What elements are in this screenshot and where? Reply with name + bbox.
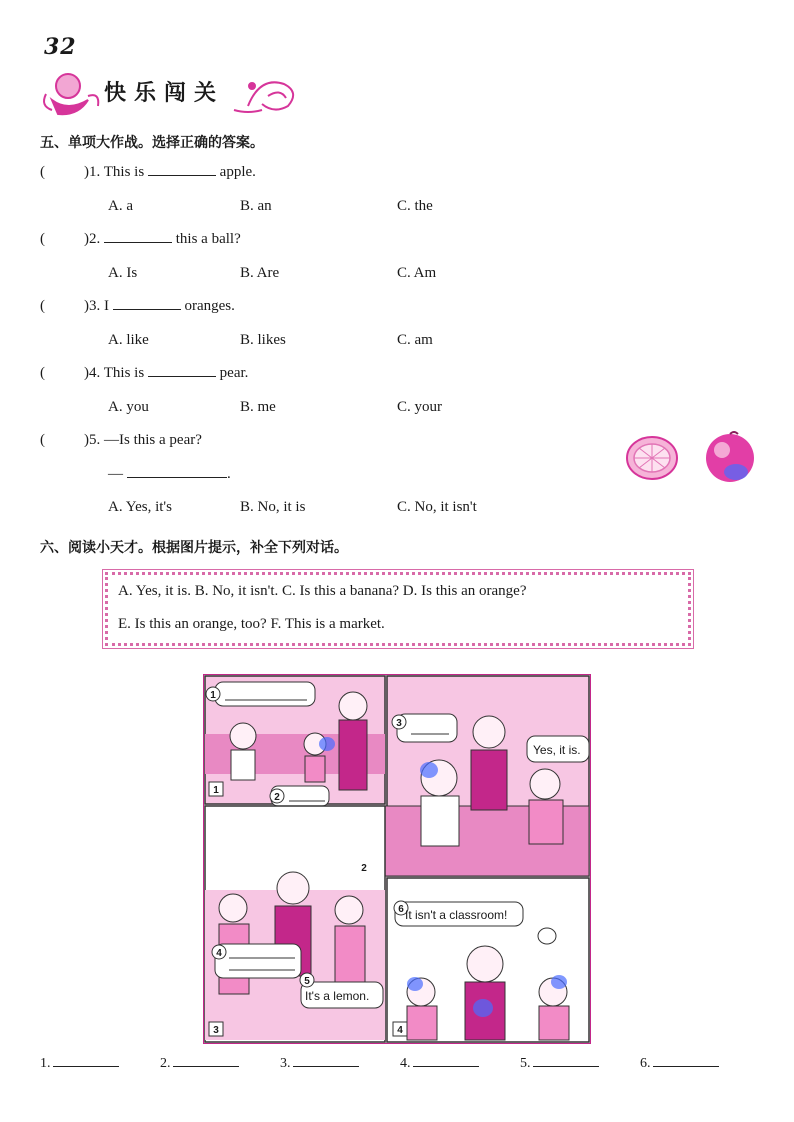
- bubble-number: 2: [274, 792, 280, 803]
- answer-blank[interactable]: [173, 1065, 239, 1067]
- answer-number: 4.: [400, 1056, 411, 1071]
- option-c[interactable]: C. am: [397, 332, 433, 348]
- bubble-number: 5: [304, 976, 310, 987]
- dash: —: [108, 466, 123, 482]
- question-number: )2.: [84, 231, 101, 247]
- question-text: oranges.: [184, 298, 235, 314]
- banner-title: 快乐闯关: [104, 81, 225, 106]
- question-text: —Is this a pear?: [104, 432, 202, 448]
- q5-reply-line: [108, 466, 231, 483]
- panel-number: 4: [397, 1025, 403, 1036]
- section6-title: 六、阅读小天才。根据图片提示，补全下列对话。: [40, 540, 348, 556]
- answer-blank[interactable]: [413, 1065, 479, 1067]
- bubble-number: 1: [210, 690, 216, 701]
- answer-number: 1.: [40, 1056, 51, 1071]
- question-text: apple.: [219, 164, 256, 180]
- option-b[interactable]: B. Are: [240, 265, 280, 281]
- fruit-illustration: [624, 430, 760, 494]
- option-a[interactable]: A. you: [108, 399, 149, 415]
- page-number: 32: [44, 34, 77, 60]
- orange-half-icon: [627, 437, 677, 479]
- question-1: [0, 164, 794, 186]
- choices-line-2: E. Is this an orange, too? F. This is a market.: [118, 616, 385, 632]
- question-text: pear.: [219, 365, 249, 381]
- section5-title: 五、单项大作战。选择正确的答案。: [40, 135, 264, 151]
- answer-4: [400, 1056, 479, 1072]
- question-text: this a ball?: [175, 231, 241, 247]
- question-3: [0, 298, 794, 320]
- answer-number: 6.: [640, 1056, 651, 1071]
- period: .: [227, 466, 231, 482]
- answer-blank[interactable]: [533, 1065, 599, 1067]
- answer-paren[interactable]: (: [40, 298, 45, 314]
- comic-panel-1: [205, 676, 385, 806]
- option-b[interactable]: B. No, it is: [240, 499, 306, 515]
- answer-6: [640, 1056, 719, 1072]
- bubble-text: It isn't a classroom!: [405, 908, 508, 922]
- answer-blank[interactable]: [293, 1065, 359, 1067]
- option-c[interactable]: C. the: [397, 198, 433, 214]
- panel-number: 2: [361, 863, 367, 874]
- question-number: )1.: [84, 164, 101, 180]
- answer-1: [40, 1056, 119, 1072]
- option-c[interactable]: C. Am: [397, 265, 437, 281]
- option-a[interactable]: A. like: [108, 332, 149, 348]
- answer-number: 2.: [160, 1056, 171, 1071]
- comic-panel-3: [205, 806, 385, 1042]
- bubble-number: 4: [216, 948, 222, 959]
- choices-box: [105, 572, 691, 646]
- fill-blank[interactable]: [127, 476, 227, 478]
- peach-icon: [706, 432, 754, 482]
- option-a[interactable]: A. a: [108, 198, 133, 214]
- panel-number: 1: [213, 785, 219, 796]
- answer-number: 5.: [520, 1056, 531, 1071]
- answer-3: [280, 1056, 359, 1072]
- bubble-number: 6: [398, 904, 404, 915]
- answer-blank[interactable]: [53, 1065, 119, 1067]
- answer-number: 3.: [280, 1056, 291, 1071]
- answer-paren[interactable]: (: [40, 164, 45, 180]
- option-a[interactable]: A. Is: [108, 265, 138, 281]
- question-text: This is: [103, 164, 145, 180]
- answer-2: [160, 1056, 239, 1072]
- panel-number: 3: [213, 1025, 219, 1036]
- answer-paren[interactable]: (: [40, 432, 45, 448]
- question-2: [0, 231, 794, 253]
- bubble-text: It's a lemon.: [305, 989, 370, 1003]
- answer-paren[interactable]: (: [40, 365, 45, 381]
- fill-blank[interactable]: [104, 241, 172, 243]
- fill-blank[interactable]: [148, 375, 216, 377]
- question-number: )3.: [84, 298, 101, 314]
- fill-blank[interactable]: [113, 308, 181, 310]
- comic-illustration: [203, 674, 591, 1044]
- option-c[interactable]: C. No, it isn't: [397, 499, 477, 515]
- option-a[interactable]: A. Yes, it's: [108, 499, 172, 515]
- question-text: I: [104, 298, 109, 314]
- bubble-text: Yes, it is.: [533, 743, 581, 757]
- question-text: This is: [103, 365, 145, 381]
- choices-line-1: A. Yes, it is. B. No, it isn't. C. Is this a banana? D. Is this an orange?: [118, 583, 527, 599]
- question-number: )4.: [84, 365, 101, 381]
- bubble-number: 3: [396, 718, 402, 729]
- answer-blank[interactable]: [653, 1065, 719, 1067]
- fill-blank[interactable]: [148, 174, 216, 176]
- option-b[interactable]: B. me: [240, 399, 276, 415]
- option-c[interactable]: C. your: [397, 399, 442, 415]
- question-number: )5.: [84, 432, 101, 448]
- option-b[interactable]: B. an: [240, 198, 272, 214]
- answer-5: [520, 1056, 599, 1072]
- comic-panel-4: [387, 878, 589, 1042]
- option-b[interactable]: B. likes: [240, 332, 286, 348]
- question-4: [0, 365, 794, 387]
- answer-paren[interactable]: (: [40, 231, 45, 247]
